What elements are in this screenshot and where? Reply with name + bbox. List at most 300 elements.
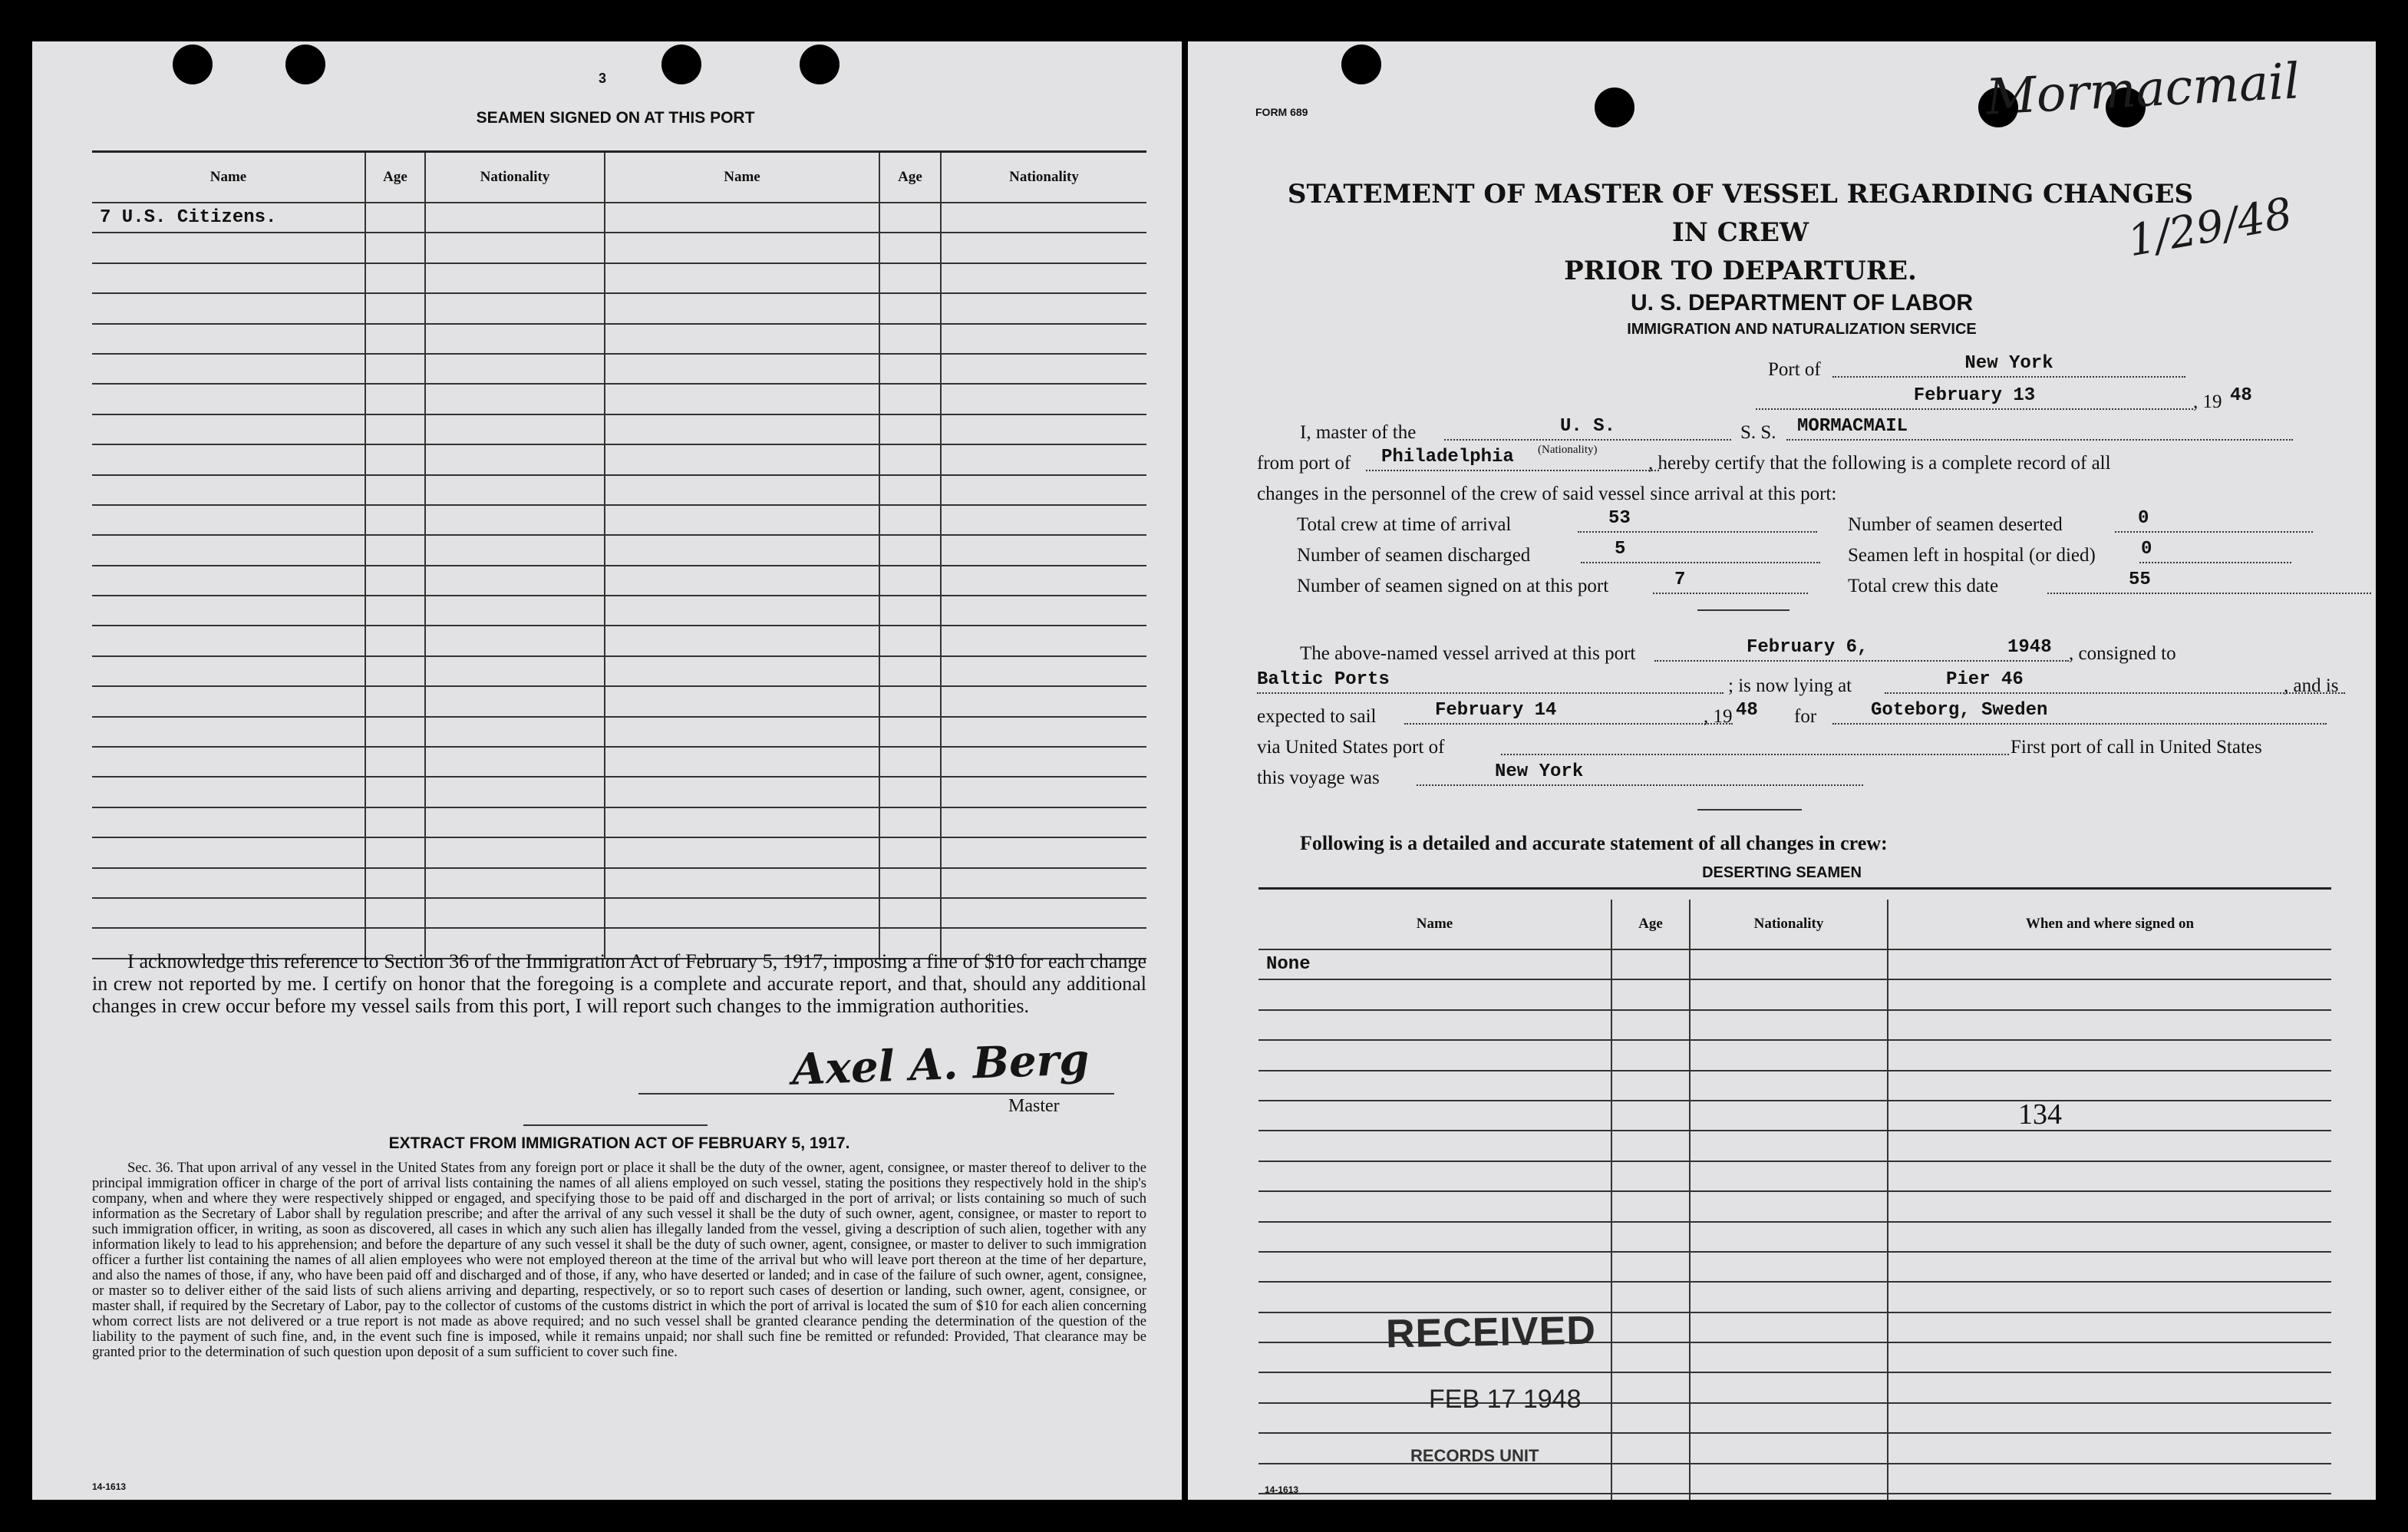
table-cell [941,505,1146,535]
table-cell [425,384,605,414]
table-cell [425,566,605,596]
table-cell [879,444,941,474]
table-cell [1611,1312,1690,1342]
table-cell [1611,1131,1690,1161]
table-cell [365,414,425,444]
sail-date-value: February 14 [1404,700,1733,725]
table-row [1258,1071,2331,1101]
table-cell [1611,1282,1690,1312]
table-row [92,444,1146,474]
stamp-records-unit: RECORDS UNIT [1410,1446,1539,1465]
table-cell [941,354,1146,384]
table-cell [941,626,1146,655]
table-cell [92,596,365,626]
table-cell [1690,1372,1888,1402]
label-nationality-note: (Nationality) [1538,444,1598,456]
table-cell: 7 U.S. Citizens. [92,203,365,233]
table-cell [92,505,365,535]
table-cell [365,898,425,928]
table-cell [365,263,425,293]
page-mark: 3 [599,71,607,86]
table-cell [879,384,941,414]
table-cell [1258,1494,1611,1500]
table-cell [1611,1403,1690,1433]
table-cell [1888,1071,2331,1101]
table-cell [879,324,941,354]
consignee-value: Baltic Ports [1257,669,1724,694]
table-cell [941,747,1146,777]
table-cell [92,233,365,262]
table-cell [425,596,605,626]
table-row [1258,1252,2331,1282]
arrival-year-value: 1948 [2007,637,2052,658]
table-cell [1888,1433,2331,1463]
table-cell [605,656,879,686]
table-cell [1888,949,2331,979]
table-row [92,717,1146,747]
table-cell [941,414,1146,444]
extract-text: Sec. 36. That upon arrival of any vessel in the United States from any foreign port or place it shall be the duty of the owner, agent, consignee, or master thereof to deliver to the principal immigration officer in charge of the port of arrival lists containing the names of all aliens employed on such vessel, stating the positions they respectively hold in the ship's company, when and where they were respectively shipped or engaged, and specifying those to be paid off and discharged in the port of arrival; or lists containing so much of such information as the Secretary of Labor shall by regulation prescribe; and after the arrival of any such vessel it shall be the duty of such owner, agent, consignee, or master to report to such immigration officer, in writing, as soon as discovered, all cases in which any such alien has illegally landed from the vessel, giving a description of such alien, together with any information likely to lead to his apprehension; and before the departure of any such vessel it shall be the duty of such owner, agent, consignee, or master to deliver to such immigration officer a further list containing the names of all alien employees who were not employed thereon at the time of the arrival but who will leave port thereon at the time of her departure, and also the names of those, if any, who have been paid off and discharged and of those, if any, who have deserted or landed; and in case of the failure of such owner, agent, consignee, or master so to deliver either of the said lists of such aliens arriving and departing, respectively, or so to report such cases of desertion or landing, such owner, agent, consignee, or master shall, if required by the Secretary of Labor, pay to the collector of customs of the customs district in which the port of arrival is located the sum of $10 for each alien concerning whom correct lists are not delivered or a true report is not made as above required; and no such vessel shall be granted clearance pending the determination of the question of the liability to the payment of such fine, and, in the event such fine is imposed, while it remains unpaid; nor shall such fine be remitted or refunded: Provided, That clearance may be granted prior to the determination of such question upon deposit of a sum sufficient to cover such fine. [92,1160,1146,1360]
total-today-value: 55 [2047,570,2371,594]
table-cell [1258,1222,1611,1252]
arrival-date-value: February 6, [1654,637,2069,662]
table-cell [1611,949,1690,979]
table-cell [941,475,1146,505]
punch-hole [800,45,840,84]
label-and-is: , and is [2284,675,2339,696]
label-discharged: Number of seamen discharged [1297,545,1531,566]
table-cell [365,747,425,777]
table-cell [879,898,941,928]
label-deserted: Number of seamen deserted [1848,514,2063,535]
form-number: FORM 689 [1255,106,1308,118]
table-cell [92,444,365,474]
table-cell [1690,1040,1888,1070]
table-cell [605,475,879,505]
table-cell [425,656,605,686]
table-row [92,475,1146,505]
table-row [92,263,1146,293]
col-header-nationality: Nationality [425,153,605,203]
table-cell [1888,1252,2331,1282]
table-cell [1690,1282,1888,1312]
table-row [1258,1101,2331,1131]
table-row [1258,979,2331,1009]
label-year: , 19 [2193,391,2222,412]
table-cell [425,505,605,535]
table-cell [365,535,425,565]
table-cell [1888,1161,2331,1191]
received-stamp: RECEIVED [1385,1308,1597,1357]
label-ss: S. S. [1740,422,1776,443]
table-row [92,656,1146,686]
deserting-seamen-table [1258,900,2331,1500]
table-cell [1690,1342,1888,1372]
left-header: SEAMEN SIGNED ON AT THIS PORT [476,109,755,127]
table-cell [425,898,605,928]
table-cell [605,686,879,716]
punch-hole [173,45,213,84]
stamp-date: FEB 17 1948 [1429,1385,1582,1414]
changes-intro: Following is a detailed and accurate statement of all changes in crew: [1300,832,1888,854]
table-cell [425,777,605,807]
col-header-age: Age [365,153,425,203]
table-cell [941,324,1146,354]
section-title: DESERTING SEAMEN [1702,864,1862,881]
label-year-19: , 19 [1704,706,1733,727]
table-cell [1690,1191,1888,1221]
table-cell [605,414,879,444]
table-cell [365,868,425,898]
label-arrived: The above-named vessel arrived at this port [1300,643,1636,664]
table-cell [879,626,941,655]
signed-on-value: 7 [1653,570,1808,594]
table-cell [1690,1252,1888,1282]
label-hospital: Seamen left in hospital (or died) [1848,545,2096,566]
table-cell [365,475,425,505]
table-cell [365,596,425,626]
table-cell [92,717,365,747]
table-cell [1888,1191,2331,1221]
label-from-port: from port of [1257,453,1351,474]
table-cell [365,384,425,414]
table-cell [941,777,1146,807]
table-cell [92,354,365,384]
table-cell [1611,1494,1690,1500]
table-cell [1258,1071,1611,1101]
table-cell [92,898,365,928]
table-cell [605,444,879,474]
right-page [1188,41,2376,1500]
table-cell [365,837,425,867]
table-row [92,233,1146,262]
label-expected: expected to sail [1257,706,1377,727]
label-signed-on: Number of seamen signed on at this port [1297,576,1609,596]
table-cell [879,868,941,898]
handwritten-note: Mormacmail [1984,53,2301,127]
table-cell [425,807,605,837]
table-cell [1690,1433,1888,1463]
table-cell [365,566,425,596]
label-changes-line: changes in the personnel of the crew of said vessel since arrival at this port: [1257,484,1837,504]
table-cell [879,263,941,293]
label-certify: , hereby certify that the following is a complete record of all [1648,453,2111,474]
table-cell [879,535,941,565]
table-cell [879,203,941,233]
label-voyage: this voyage was [1257,768,1380,788]
table-cell [941,444,1146,474]
table-cell [605,566,879,596]
table-cell [1690,1494,1888,1500]
table-row [92,535,1146,565]
col-header-name: Name [1258,900,1611,949]
table-cell [605,293,879,323]
punch-hole [285,45,325,84]
destination-value: Goteborg, Sweden [1832,700,2327,725]
table-cell [941,686,1146,716]
table-cell [92,263,365,293]
table-cell [1611,1433,1690,1463]
table-cell [1611,1010,1690,1040]
extract-title: EXTRACT FROM IMMIGRATION ACT OF FEBRUARY 5, 1917. [388,1134,850,1152]
label-port-of: Port of [1768,359,1821,380]
col-header-age: Age [1611,900,1690,949]
table-cell [1611,1191,1690,1221]
table-cell [92,837,365,867]
table-cell [879,414,941,444]
handwritten-date: 1/29/48 [2123,188,2296,267]
table-row [92,837,1146,867]
table-cell [425,324,605,354]
label-total-today: Total crew this date [1848,576,1999,596]
port-value: New York [1832,353,2185,378]
table-cell [92,777,365,807]
table-row [1258,1464,2331,1494]
table-cell [605,354,879,384]
table-cell [1888,1342,2331,1372]
table-cell [425,203,605,233]
table-row [92,596,1146,626]
table-cell [92,384,365,414]
punch-hole [661,45,701,84]
table-row [92,807,1146,837]
label-total-crew-arrival: Total crew at time of arrival [1297,514,1512,535]
table-cell [1888,1282,2331,1312]
table-row [1258,1131,2331,1161]
table-cell [605,898,879,928]
table-cell [365,717,425,747]
col-header-name: Name [92,153,365,203]
signature-line [638,1093,1114,1095]
table-cell [1258,1252,1611,1282]
table-cell [92,475,365,505]
table-cell [425,263,605,293]
master-signature: Axel A. Berg [790,1034,1090,1095]
form-code: 14-1613 [92,1481,127,1492]
signed-on-table [92,153,1146,959]
col-header-nationality: Nationality [941,153,1146,203]
table-cell [1690,1101,1888,1131]
label-master-of: I, master of the [1300,422,1417,443]
table-cell [1258,1191,1611,1221]
table-cell [92,686,365,716]
table-cell [1888,1010,2331,1040]
table-cell [425,444,605,474]
table-cell [879,293,941,323]
table-cell [941,535,1146,565]
table-cell [1888,1464,2331,1494]
table-cell [365,626,425,655]
table-row [92,505,1146,535]
table-cell [1611,1161,1690,1191]
table-cell [605,505,879,535]
divider [1697,609,1790,611]
table-cell [1888,979,2331,1009]
table-cell [365,293,425,323]
table-top-rule [1258,887,2331,890]
table-cell [1258,1010,1611,1040]
table-row [92,293,1146,323]
table-cell [92,324,365,354]
table-row [92,898,1146,928]
table-cell [425,475,605,505]
table-cell [941,203,1146,233]
table-cell [941,384,1146,414]
first-port-value: New York [1417,761,1863,786]
year-value: 48 [2230,385,2252,406]
table-cell [879,233,941,262]
table-cell [365,505,425,535]
table-cell [605,747,879,777]
table-cell [879,566,941,596]
divider [523,1124,708,1126]
table-cell [879,475,941,505]
table-row [1258,949,2331,979]
table-cell [365,686,425,716]
table-cell [425,686,605,716]
table-cell [425,293,605,323]
table-cell [1888,1101,2331,1131]
table-cell [365,354,425,384]
table-cell [365,324,425,354]
table-cell [941,717,1146,747]
date-value: February 13 [1756,385,2193,410]
table-cell [365,203,425,233]
table-cell [879,656,941,686]
table-cell [1690,979,1888,1009]
title-line-1: STATEMENT OF MASTER OF VESSEL REGARDING CHANGES IN CREW [1287,179,2194,248]
table-row [1258,1191,2331,1221]
table-row [1258,1282,2331,1312]
table-cell [605,777,879,807]
table-cell [425,626,605,655]
table-row [92,747,1146,777]
col-header-when-where: When and where signed on [1888,900,2331,949]
table-cell [879,686,941,716]
table-cell [1611,1464,1690,1494]
table-cell [941,293,1146,323]
table-row [1258,1403,2331,1433]
table-cell [425,414,605,444]
table-cell [365,777,425,807]
table-cell [941,263,1146,293]
via-port-value [1501,731,2009,755]
table-cell [1611,1101,1690,1131]
table-row [92,777,1146,807]
table-row [92,324,1146,354]
table-cell [1888,1131,2331,1161]
table-row [92,566,1146,596]
col-header-nationality: Nationality [1690,900,1888,949]
table-cell [1258,979,1611,1009]
left-page [32,41,1182,1500]
table-cell [1690,1403,1888,1433]
table-cell [425,354,605,384]
table-cell [92,535,365,565]
table-cell [1690,1010,1888,1040]
table-cell [1690,1131,1888,1161]
table-cell [425,747,605,777]
table-cell [1611,1222,1690,1252]
table-cell [425,717,605,747]
table-cell [1690,1464,1888,1494]
table-cell [92,807,365,837]
table-cell [425,233,605,262]
table-row [92,686,1146,716]
vessel-value: MORMACMAIL [1786,416,2293,441]
table-cell [605,626,879,655]
from-port-value: Philadelphia [1366,447,1659,471]
table-cell [941,837,1146,867]
table-cell [605,596,879,626]
table-cell [879,717,941,747]
table-cell [92,626,365,655]
table-cell [1258,1101,1611,1131]
discharged-value: 5 [1581,539,1820,563]
table-cell [879,777,941,807]
service: IMMIGRATION AND NATURALIZATION SERVICE [1627,321,1977,338]
table-cell [879,505,941,535]
table-row [1258,1010,2331,1040]
table-cell [1888,1040,2331,1070]
table-cell [1611,979,1690,1009]
table-cell [1690,1161,1888,1191]
sail-year-value: 48 [1736,700,1758,721]
table-cell [1258,1161,1611,1191]
table-cell [92,414,365,444]
table-cell [92,566,365,596]
table-cell [879,354,941,384]
hospital-value: 0 [2139,539,2291,563]
table-row [92,203,1146,233]
table-cell [605,837,879,867]
label-for: for [1794,706,1817,727]
table-cell [365,807,425,837]
department: U. S. DEPARTMENT OF LABOR [1630,290,1974,315]
table-cell [879,596,941,626]
table-cell: None [1258,949,1611,979]
col-header-age: Age [879,153,941,203]
table-cell [941,233,1146,262]
table-cell [1258,1464,1611,1494]
table-cell [605,263,879,293]
table-row [92,384,1146,414]
nationality-value: U. S. [1444,416,1731,441]
table-cell [605,535,879,565]
table-cell [879,837,941,867]
col-header-name: Name [605,153,879,203]
table-cell [1611,1040,1690,1070]
table-cell [941,596,1146,626]
table-row [92,868,1146,898]
table-cell [1611,1071,1690,1101]
table-cell [365,444,425,474]
table-row [92,414,1146,444]
table-cell [1888,1312,2331,1342]
table-cell [1888,1222,2331,1252]
table-row [92,354,1146,384]
table-cell [92,293,365,323]
table-cell [605,717,879,747]
table-cell [1690,1312,1888,1342]
table-cell [1258,1040,1611,1070]
signature-label: Master [1008,1096,1060,1116]
table-cell [605,868,879,898]
table-cell [605,807,879,837]
table-cell [1690,1222,1888,1252]
pier-value: Pier 46 [1885,669,2345,694]
table-cell [879,747,941,777]
